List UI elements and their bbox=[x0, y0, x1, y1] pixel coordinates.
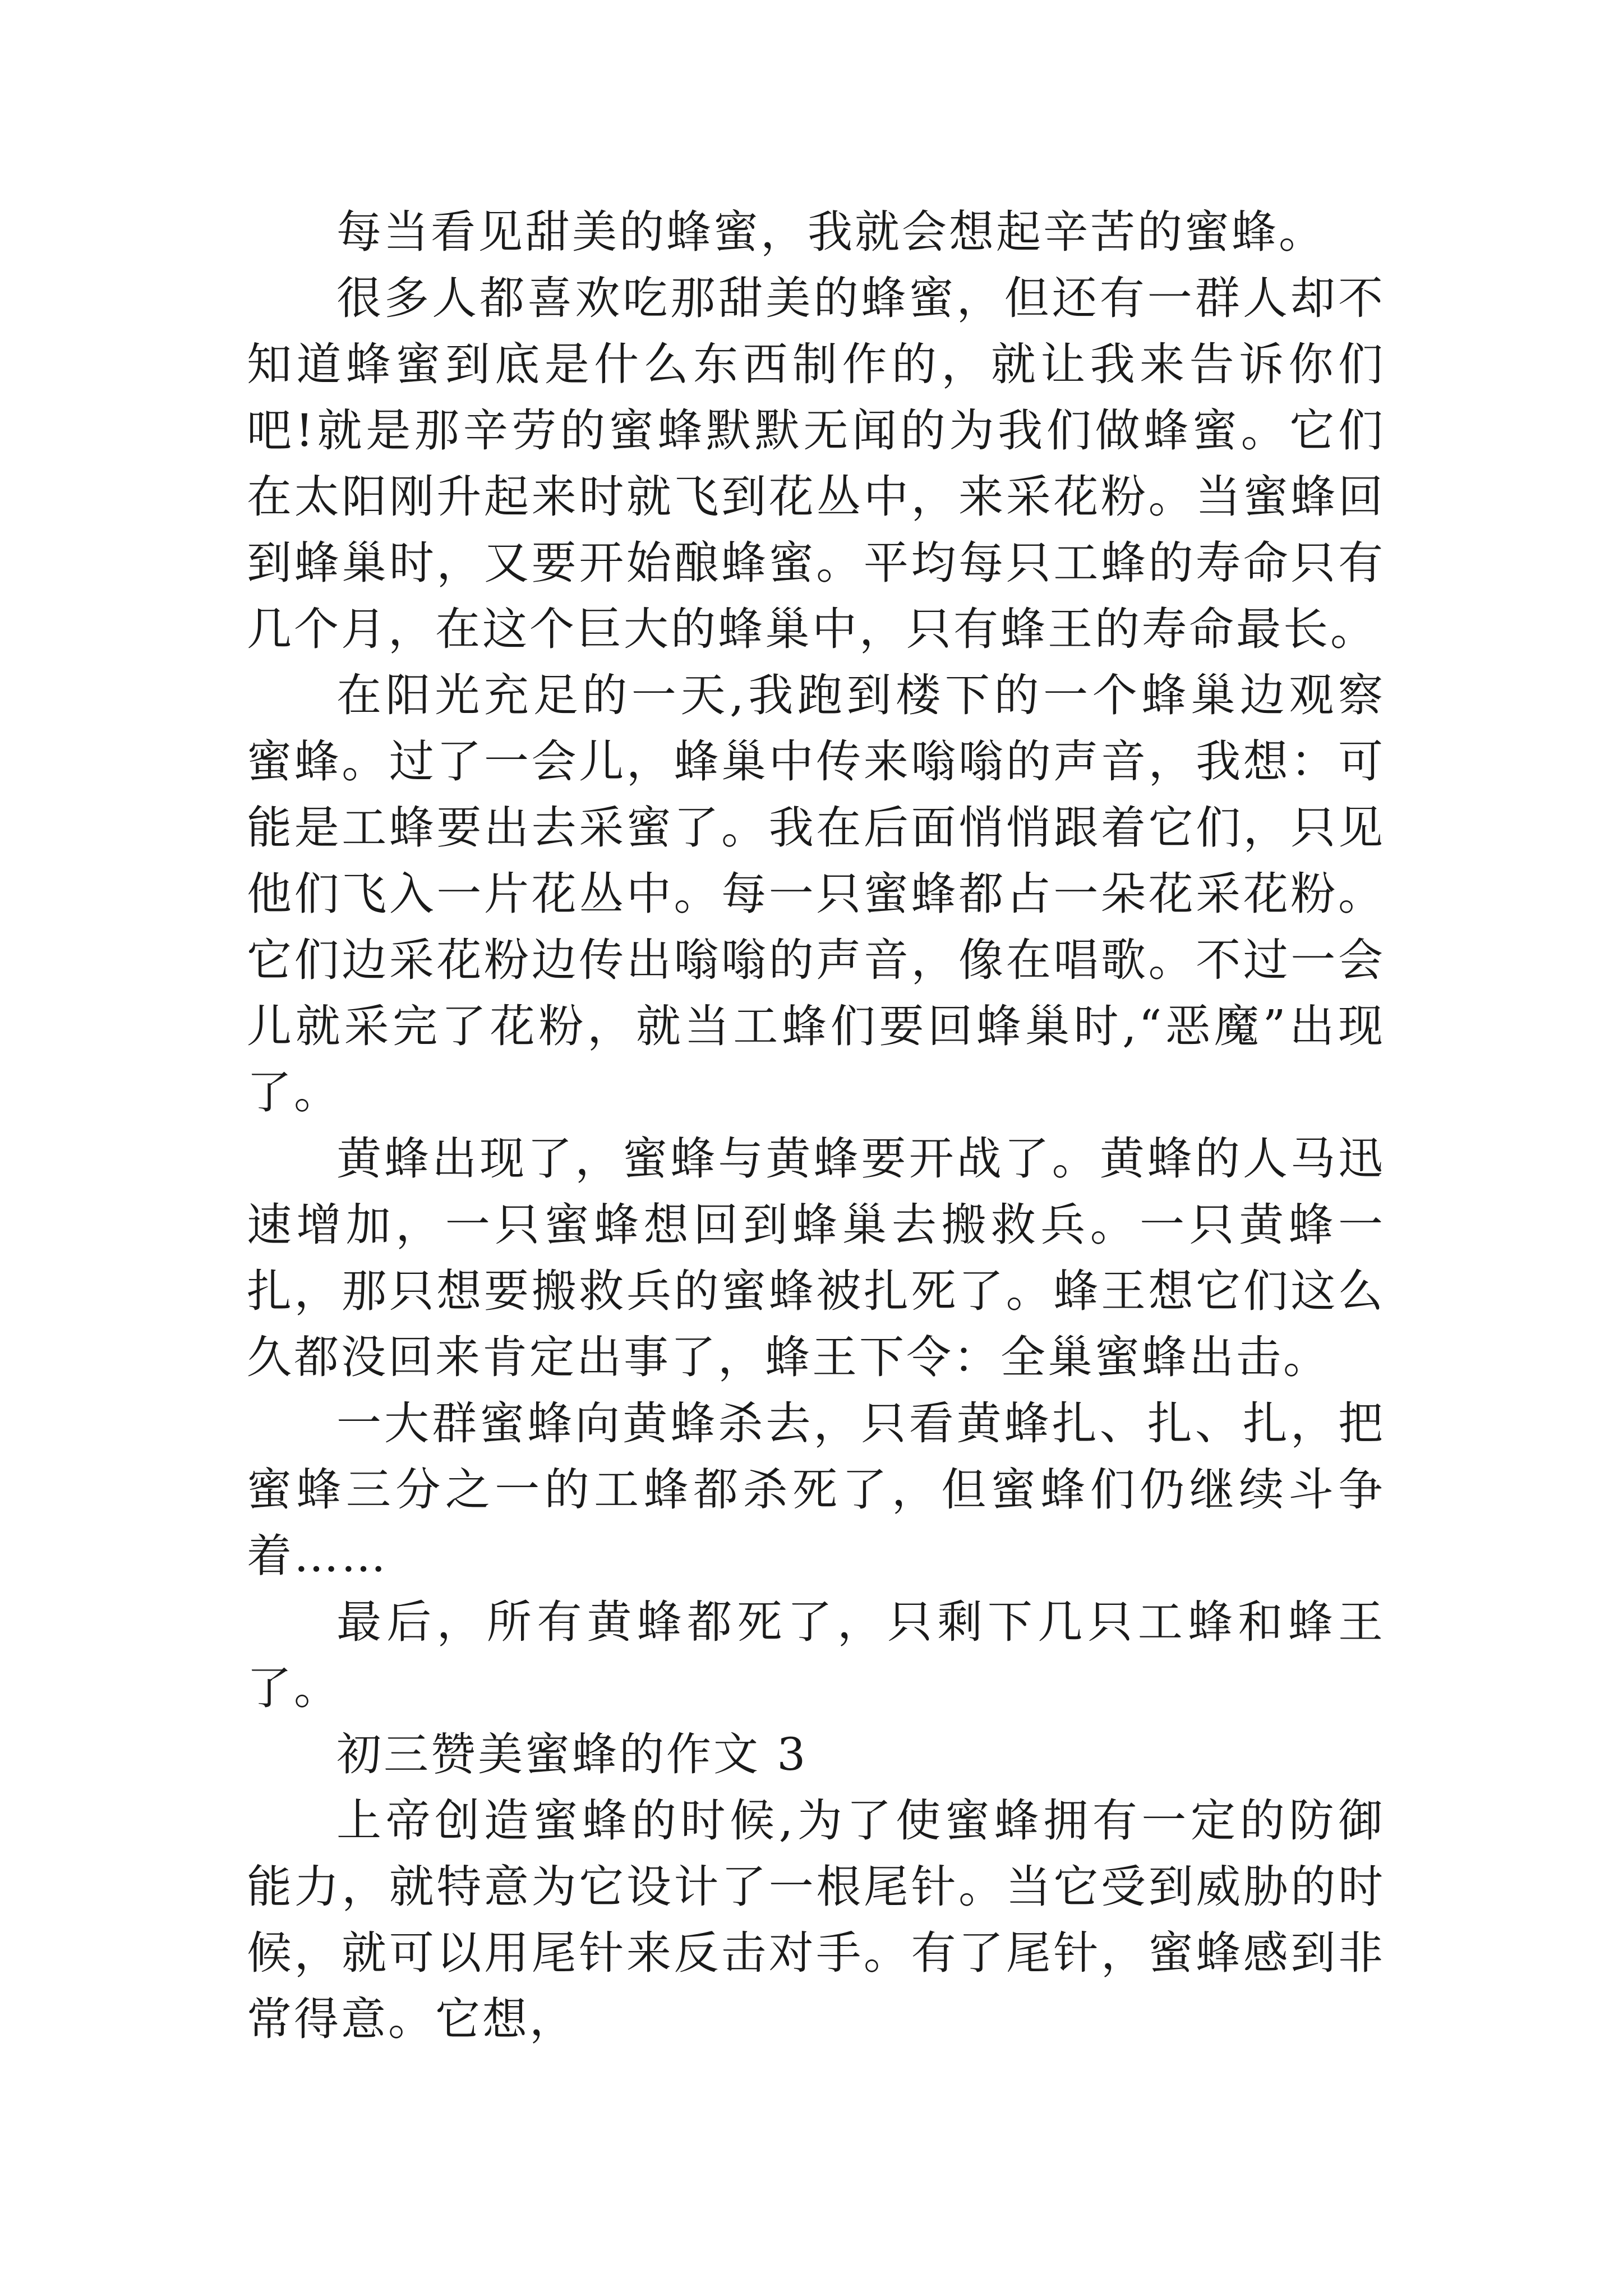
paragraph: 每当看见甜美的蜂蜜，我就会想起辛苦的蜜蜂。 bbox=[336, 206, 1326, 258]
paragraph: 最后，所有黄蜂都死了，只剩下几只工蜂和蜂王了。 bbox=[247, 1596, 1385, 1714]
paragraph: 很多人都喜欢吃那甜美的蜂蜜，但还有一群人却不知道蜂蜜到底是什么东西制作的，就让我来告诉你们吧!就是那辛劳的蜜蜂默默无闻的为我们做蜂蜜。它们在太阳刚升起来时就飞到花丛中，来采花粉。当蜜蜂回到蜂巢时，又要开始酿蜂蜜。平均每只工蜂的寿命只有几个月，在这个巨大的蜂巢中，只有蜂王的寿命最长。 bbox=[247, 272, 1385, 655]
article-body bbox=[247, 199, 1385, 2053]
section-heading: 初三赞美蜜蜂的作文 3 bbox=[336, 1728, 808, 1780]
paragraph: 一大群蜜蜂向黄蜂杀去，只看黄蜂扎、扎、扎，把蜜蜂三分之一的工蜂都杀死了，但蜜蜂们仍继续斗争着…… bbox=[247, 1397, 1385, 1582]
paragraph: 上帝创造蜜蜂的时候,为了使蜜蜂拥有一定的防御能力，就特意为它设计了一根尾针。当它受到威胁的时候，就可以用尾针来反击对手。有了尾针，蜜蜂感到非常得意。它想， bbox=[247, 1795, 1385, 2045]
paragraph: 黄蜂出现了，蜜蜂与黄蜂要开战了。黄蜂的人马迅速增加，一只蜜蜂想回到蜂巢去搬救兵。一只黄蜂一扎，那只想要搬救兵的蜜蜂被扎死了。蜂王想它们这么久都没回来肯定出事了，蜂王下令：全巢蜜蜂出击。 bbox=[247, 1133, 1385, 1383]
paragraph: 在阳光充足的一天,我跑到楼下的一个蜂巢边观察蜜蜂。过了一会儿，蜂巢中传来嗡嗡的声音，我想：可能是工蜂要出去采蜜了。我在后面悄悄跟着它们，只见他们飞入一片花丛中。每一只蜜蜂都占一朵花采花粉。它们边采花粉边传出嗡嗡的声音，像在唱歌。不过一会儿就采完了花粉，就当工蜂们要回蜂巢时,“恶魔”出现了。 bbox=[247, 669, 1385, 1119]
